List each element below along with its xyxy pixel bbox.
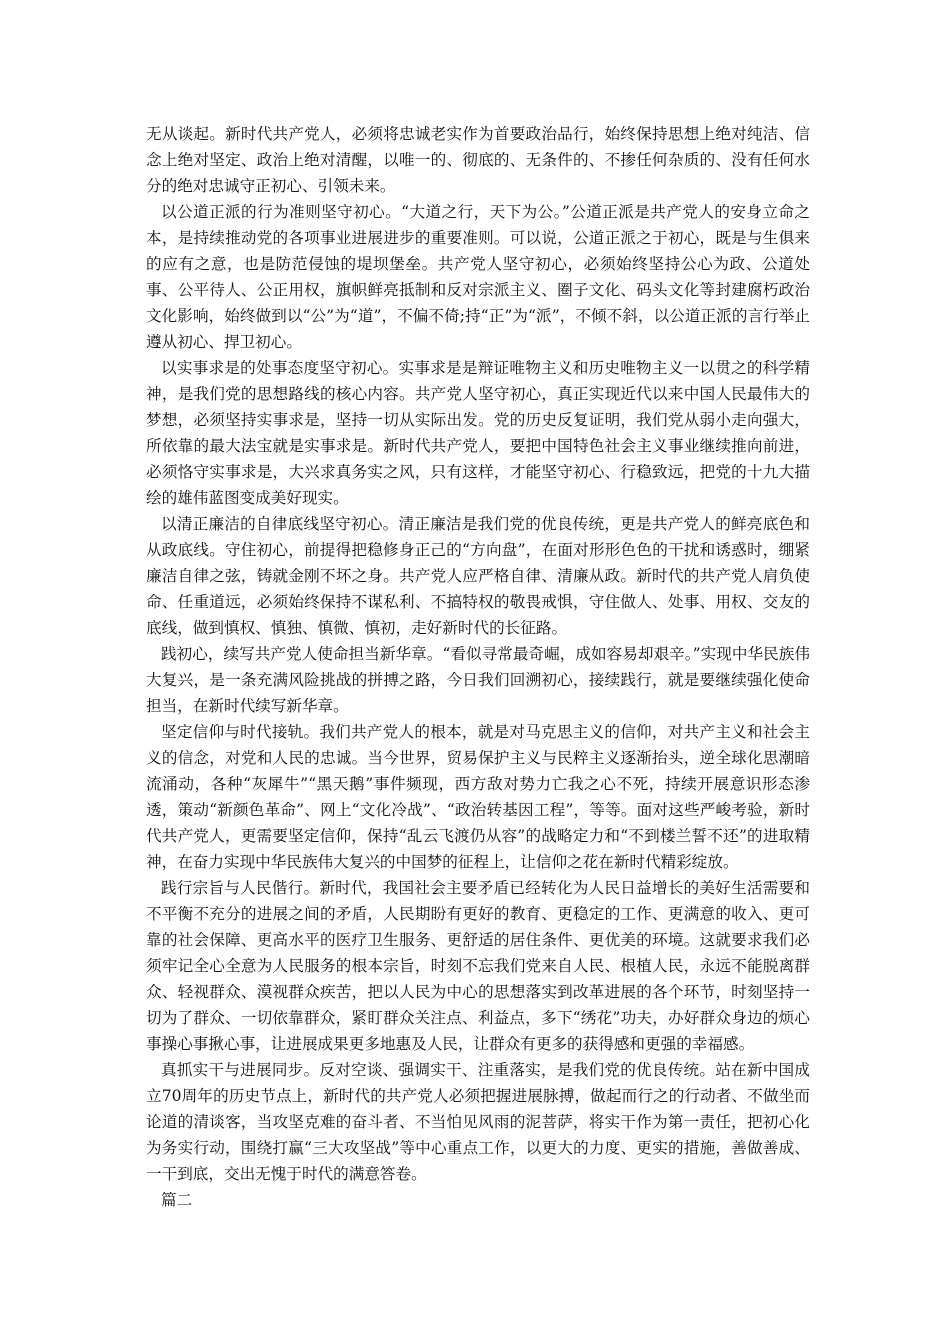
paragraph-5: 践初心，续写共产党人使命担当新华章。“看似寻常最奇崛，成如容易却艰辛。”实现中华民族伟大复兴，是一条充满风险挑战的拼搏之路，今日我们回溯初心，接续践行，就是要继续强化使命担当，在新时代续写新华章。 (146, 645, 810, 715)
paragraph-2: 以公道正派的行为准则坚守初心。“大道之行，天下为公。”公道正派是共产党人的安身立命之本，是持续推动党的各项事业进展进步的重要准则。可以说，公道正派之于初心，既是与生俱来的应有之意，也是防范侵蚀的堤坝堡垒。共产党人坚守初心，必须始终坚持公心为政、公道处事、公平待人、公正用权，旗帜鲜亮抵制和反对宗派主义、圈子文化、码头文化等封建腐朽政治文化影响，始终做到以“公”为“道”，不偏不倚;持“正”为“派”，不倾不斜，以公道正派的言行举止遵从初心、捍卫初心。 (146, 203, 810, 351)
paragraph-6: 坚定信仰与时代接轨。我们共产党人的根本，就是对马克思主义的信仰，对共产主义和社会主义的信念，对党和人民的忠诚。当今世界，贸易保护主义与民粹主义逐渐抬头，逆全球化思潮暗流涌动，各种“灰犀牛”“黑天鹅”事件频现，西方敌对势力亡我之心不死，持续开展意识形态渗透，策动“新颜色革命”、网上“文化冷战”、“政治转基因工程”，等等。面对这些严峻考验，新时代共产党人，更需要坚定信仰，保持“乱云飞渡仍从容”的战略定力和“不到楼兰誓不还”的进取精神，在奋力实现中华民族伟大复兴的中国梦的征程上，让信仰之花在新时代精彩绽放。 (146, 723, 810, 871)
paragraph-4: 以清正廉洁的自律底线坚守初心。清正廉洁是我们党的优良传统，更是共产党人的鲜亮底色和从政底线。守住初心，前提得把稳修身正己的“方向盘”，在面对形形色色的干扰和诱惑时，绷紧廉洁自律之弦，铸就金刚不坏之身。共产党人应严格自律、清廉从政。新时代的共产党人肩负使命、任重道远，必须始终保持不谋私利、不搞特权的敬畏戒惧，守住做人、处事、用权、交友的底线，做到慎权、慎独、慎微、慎初，走好新时代的长征路。 (146, 515, 810, 637)
document-page (146, 121, 810, 1213)
paragraph-8: 真抓实干与进展同步。反对空谈、强调实干、注重落实，是我们党的优良传统。站在新中国成立70周年的历史节点上，新时代的共产党人必须把握进展脉搏，做起而行之的行动者、不做坐而论道的清谈客，当攻坚克难的奋斗者、不当怕见风雨的泥菩萨，将实干作为第一责任，把初心化为务实行动，围绕打赢“三大攻坚战”等中心重点工作，以更大的力度、更实的措施，善做善成、一干到底，交出无愧于时代的满意答卷。 (146, 1061, 810, 1183)
paragraph-7: 践行宗旨与人民偕行。新时代，我国社会主要矛盾已经转化为人民日益增长的美好生活需要和不平衡不充分的进展之间的矛盾，人民期盼有更好的教育、更稳定的工作、更满意的收入、更可靠的社会保障、更高水平的医疗卫生服务、更舒适的居住条件、更优美的环境。这就要求我们必须牢记全心全意为人民服务的根本宗旨，时刻不忘我们党来自人民、根植人民，永远不能脱离群众、轻视群众、漠视群众疾苦，把以人民为中心的思想落实到改革进展的各个环节，时刻坚持一切为了群众、一切依靠群众，紧盯群众关注点、利益点，多下“绣花”功夫，办好群众身边的烦心事操心事揪心事，让进展成果更多地惠及人民，让群众有更多的获得感和更强的幸福感。 (146, 879, 810, 1053)
paragraph-3: 以实事求是的处事态度坚守初心。实事求是是辩证唯物主义和历史唯物主义一以贯之的科学精神，是我们党的思想路线的核心内容。共产党人坚守初心，真正实现近代以来中国人民最伟大的梦想，必须坚持实事求是，坚持一切从实际出发。党的历史反复证明，我们党从弱小走向强大，所依靠的最大法宝就是实事求是。新时代共产党人，要把中国特色社会主义事业继续推向前进，必须恪守实事求是，大兴求真务实之风，只有这样，才能坚守初心、行稳致远，把党的十九大描绘的雄伟蓝图变成美好现实。 (146, 359, 810, 507)
paragraph-1: 无从谈起。新时代共产党人，必须将忠诚老实作为首要政治品行，始终保持思想上绝对纯洁、信念上绝对坚定、政治上绝对清醒，以唯一的、彻底的、无条件的、不掺任何杂质的、没有任何水分的绝对忠诚守正初心、引领未来。 (146, 125, 810, 195)
section-label: 篇二 (161, 1191, 193, 1209)
